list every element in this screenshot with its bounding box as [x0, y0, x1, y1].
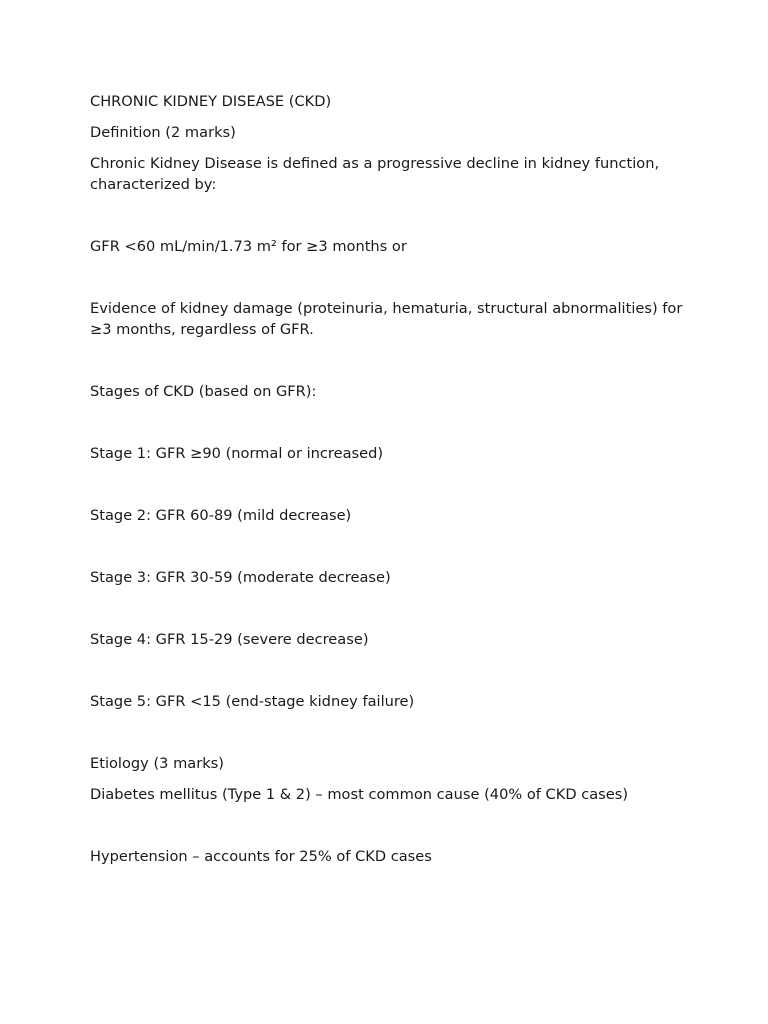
stage-2: Stage 2: GFR 60-89 (mild decrease) [90, 507, 352, 524]
stage-3: Stage 3: GFR 30-59 (moderate decrease) [90, 569, 391, 586]
criterion-kidney-damage: Evidence of kidney damage (proteinuria, hematuria, structural abnormalities) for ≥3 months, regardless of GFR. [90, 300, 683, 338]
etiology-heading: Etiology (3 marks) [90, 755, 224, 772]
criterion-gfr: GFR <60 mL/min/1.73 m² for ≥3 months or [90, 238, 407, 255]
definition-heading: Definition (2 marks) [90, 124, 236, 141]
stage-5: Stage 5: GFR <15 (end-stage kidney failure) [90, 693, 415, 710]
stage-1: Stage 1: GFR ≥90 (normal or increased) [90, 445, 384, 462]
document-body [90, 91, 690, 908]
stage-4: Stage 4: GFR 15-29 (severe decrease) [90, 631, 369, 648]
document-title: CHRONIC KIDNEY DISEASE (CKD) [90, 93, 332, 110]
etiology-diabetes: Diabetes mellitus (Type 1 & 2) – most common cause (40% of CKD cases) [90, 786, 629, 803]
stages-heading: Stages of CKD (based on GFR): [90, 383, 317, 400]
definition-text: Chronic Kidney Disease is defined as a progressive decline in kidney function, characterized by: [90, 155, 660, 193]
etiology-hypertension: Hypertension – accounts for 25% of CKD cases [90, 848, 432, 865]
